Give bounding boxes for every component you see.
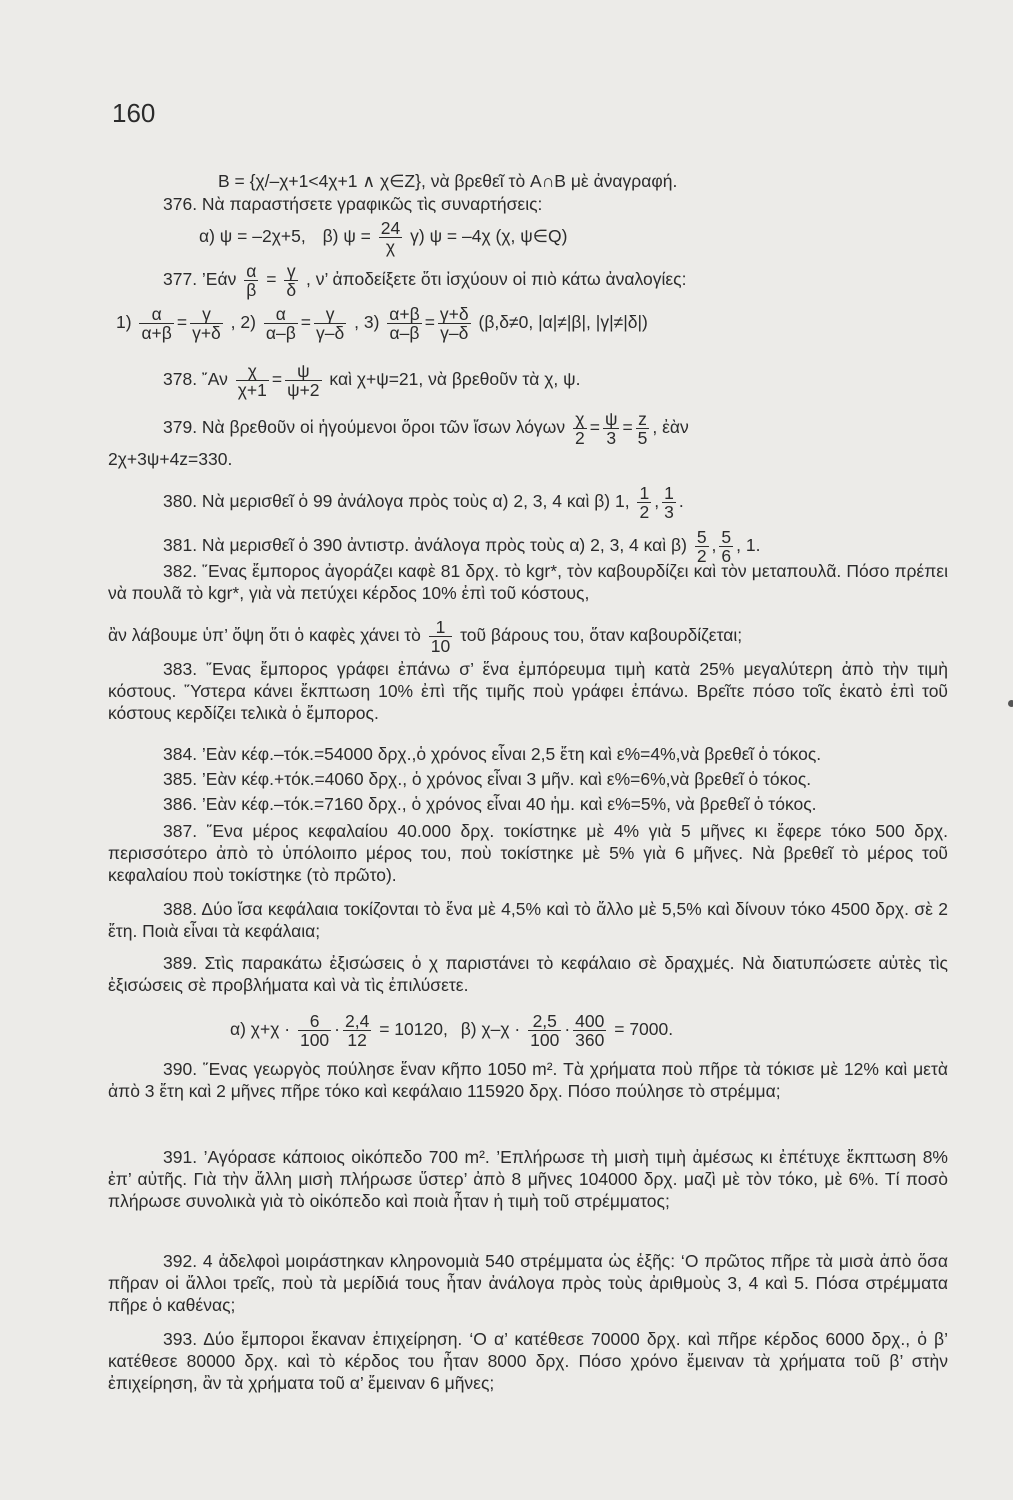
- problem-382-line3: ἂν λάβουμε ὑπ’ ὄψη ὅτι ὁ καφὲς χάνει τὸ $\frac{1}{10}$ τοῦ βάρους του, ὅταν καβουρδίζεται;: [108, 617, 743, 656]
- problem-378: 378. ῎Αν $\frac{\chi}{\chi+1}$ = $\frac{\psi}{\psi+2}$ καὶ χ+ψ=21, νὰ βρεθοῦν τὰ χ, ψ.: [163, 361, 581, 400]
- part-c: γ) ψ = –4χ (χ, ψ∈Q): [410, 226, 568, 247]
- problem-389: 389. Στὶς παρακάτω ἐξισώσεις ὁ χ παριστάνει τὸ κεφάλαιο σὲ δραχμές. Νὰ διατυπώσετε αὐτὲς τὶς ἐξισώσεις σὲ προβλήματα καὶ νὰ τὶς ἐπιλύσετε.: [108, 953, 948, 995]
- problem-390: 390. ῞Ενας γεωργὸς πούλησε ἕναν κῆπο 1050 m². Τὰ χρήματα ποὺ πῆρε τὰ τόκισε μὲ 12% καὶ μετὰ ἀπὸ 3 ἔτη καὶ 2 μῆνες πῆρε τόκο καὶ κεφάλαιο 115920 δρχ. Πόσο πούλησε τὸ στρέμμα;: [108, 1059, 948, 1101]
- problem-384: 384. ’Εὰν κέφ.–τόκ.=54000 δρχ.,ὁ χρόνος εἶναι 2,5 ἔτη καὶ ε%=4%,νὰ βρεθεῖ ὁ τόκος.: [163, 744, 822, 764]
- problem-393: 393. Δύο ἔμποροι ἔκαναν ἐπιχείρηση. ‘Ο α’ κατέθεσε 70000 δρχ. καὶ πῆρε κέρδος 6000 δρχ., ὁ β’ κατέθεσε 80000 δρχ. καὶ τὸ κέρδος του ἦταν 8000 δρχ. Πόσο χρόνο ἔμειναν τὰ χρήματα τοῦ β’ στὴν ἐπιχείρηση, ἂν τὰ χρήματα τοῦ α’ ἔμειναν 6 μῆνες;: [108, 1329, 948, 1393]
- problem-392: 392. 4 ἀδελφοὶ μοιράστηκαν κληρονομιὰ 540 στρέμματα ὡς ἑξῆς: ‘Ο πρῶτος πῆρε τὰ μισὰ ἀπὸ ὅσα πῆραν οἱ ἄλλοι τρεῖς, ποὺ τὰ μερίδιά τους ἦταν ἀνάλογα πρὸς τοὺς ἀριθμοὺς 3, 4 καὶ 5. Πόσα στρέμματα πῆρε ὁ καθένας;: [108, 1251, 948, 1315]
- problem-389-equations: α) χ+χ · $\frac{6}{100}$ · $\frac{2,4}{12}$ = 10120, β) χ–χ · $\frac{2,5}{100}$ · $\frac{400}{360}$ = 7000.: [230, 1011, 674, 1050]
- problem-379: 379. Νὰ βρεθοῦν οἱ ἡγούμενοι ὅροι τῶν ἴσων λόγων $\frac{\chi}{2}$ = $\frac{\psi}{3}$ = $\frac{z}{5}$ , ἐὰν: [163, 409, 689, 448]
- scan-speck: [1008, 700, 1013, 707]
- problem-383: 383. ῞Ενας ἔμπορος γράφει ἐπάνω σ’ ἕνα ἐμπόρευμα τιμὴ κατὰ 25% μεγαλύτερη ἀπὸ τὴν τιμὴ κόστους. ῞Υστερα κάνει ἔκπτωση 10% ἐπὶ τῆς τιμῆς ποὺ γράφει ἐπάνω. Βρεῖτε πόσο τοῖς ἑκατὸ ἐπὶ τοῦ κόστους κερδίζει τελικὰ ὁ ἔμπορος.: [108, 659, 948, 723]
- problem-379-line2: 2χ+3ψ+4z=330.: [108, 449, 233, 469]
- problem-387: 387. ῞Ενα μέρος κεφαλαίου 40.000 δρχ. τοκίστηκε μὲ 4% γιὰ 5 μῆνες κι ἔφερε τόκο 500 δρχ. περισσότερο ἀπὸ τὸ ὑπόλοιπο μέρος του, ποὺ τοκίστηκε μὲ 5% γιὰ 6 μῆνες. Νὰ βρεθεῖ τὸ μέρος τοῦ κεφαλαίου ποὺ τοκίστηκε (τὸ πρῶτο).: [108, 821, 948, 885]
- fraction: $\frac{24}{\chi}$: [380, 218, 401, 257]
- problem-377-proportions: 1) $\frac{\alpha}{\alpha+\beta}$ = $\frac{\gamma}{\gamma+\delta}$ , 2) $\frac{\alpha}{\alpha-\beta}$ = $\frac{\gamma}{\gamma-\delta}$ , 3) $\frac{\alpha+\beta}{\alpha-\beta}$ = $\frac{\gamma+\delta}{\gamma-\delta}$ (β,δ≠0, |α|≠|β|, |γ|≠|δ|): [116, 304, 648, 343]
- problem-388: 388. Δύο ἴσα κεφάλαια τοκίζονται τὸ ἕνα μὲ 4,5% καὶ τὸ ἄλλο μὲ 5,5% καὶ δίνουν τόκο 4500 δρχ. σὲ 2 ἔτη. Ποιὰ εἶναι τὰ κεφάλαια;: [108, 899, 948, 941]
- problem-375-tail: B = {χ/–χ+1<4χ+1 ∧ χ∈Z}, νὰ βρεθεῖ τὸ A∩B μὲ ἀναγραφή.: [218, 171, 678, 191]
- problem-376-parts: [199, 219, 567, 256]
- problem-377: 377. ’Εάν $\frac{\alpha}{\beta}$ = $\frac{\gamma}{\delta}$ , ν’ ἀποδείξετε ὅτι ἰσχύουν οἱ πιὸ κάτω ἀναλογίες:: [163, 261, 687, 300]
- problem-386: 386. ’Εὰν κέφ.–τόκ.=7160 δρχ., ὁ χρόνος εἶναι 40 ἡμ. καὶ ε%=5%, νὰ βρεθεῖ ὁ τόκος.: [163, 794, 817, 814]
- problem-382: 382. ῞Ενας ἔμπορος ἀγοράζει καφὲ 81 δρχ. τὸ kgr*, τὸν καβουρδίζει καὶ τὸν μεταπουλᾶ. Πόσο πρέπει νὰ πουλᾶ τὸ kgr*, γιὰ νὰ πετύχει κέρδος 10% ἐπὶ τοῦ κόστους,: [108, 561, 948, 603]
- part-a: α) ψ = –2χ+5,: [199, 226, 306, 247]
- problem-376: 376. Νὰ παραστήσετε γραφικῶς τὶς συναρτήσεις:: [163, 194, 543, 214]
- problem-381: 381. Νὰ μερισθεῖ ὁ 390 ἀντιστρ. ἀνάλογα πρὸς τοὺς α) 2, 3, 4 καὶ β) $\frac{5}{2}$ , $\frac{5}{6}$ , 1.: [163, 527, 761, 566]
- problem-391: 391. ’Αγόρασε κάποιος οἰκόπεδο 700 m². ’Επλήρωσε τὴ μισὴ τιμὴ ἀμέσως κι ἐπέτυχε ἔκπτωση 8% ἐπ’ αὐτῆς. Γιὰ τὴν ἄλλη μισὴ πλήρωσε ὕστερ’ ἀπὸ 8 μῆνες 104000 δρχ. μαζὶ μὲ τὸν τόκο, μὲ 6%. Τί ποσὸ πλήρωσε συνολικὰ γιὰ τὸ οἰκόπεδο καὶ ποιὰ ἦταν ἡ τιμὴ τοῦ στρέμματος;: [108, 1147, 948, 1211]
- page-number: 160: [112, 98, 156, 128]
- problem-385: 385. ’Εὰν κέφ.+τόκ.=4060 δρχ., ὁ χρόνος εἶναι 3 μῆν. καὶ ε%=6%,νὰ βρεθεῖ ὁ τόκος.: [163, 769, 812, 789]
- problem-380: 380. Νὰ μερισθεῖ ὁ 99 ἀνάλογα πρὸς τοὺς α) 2, 3, 4 καὶ β) 1, $\frac{1}{2}$ , $\frac{1}{3}$ .: [163, 483, 684, 522]
- part-b: β) ψ =: [322, 226, 371, 247]
